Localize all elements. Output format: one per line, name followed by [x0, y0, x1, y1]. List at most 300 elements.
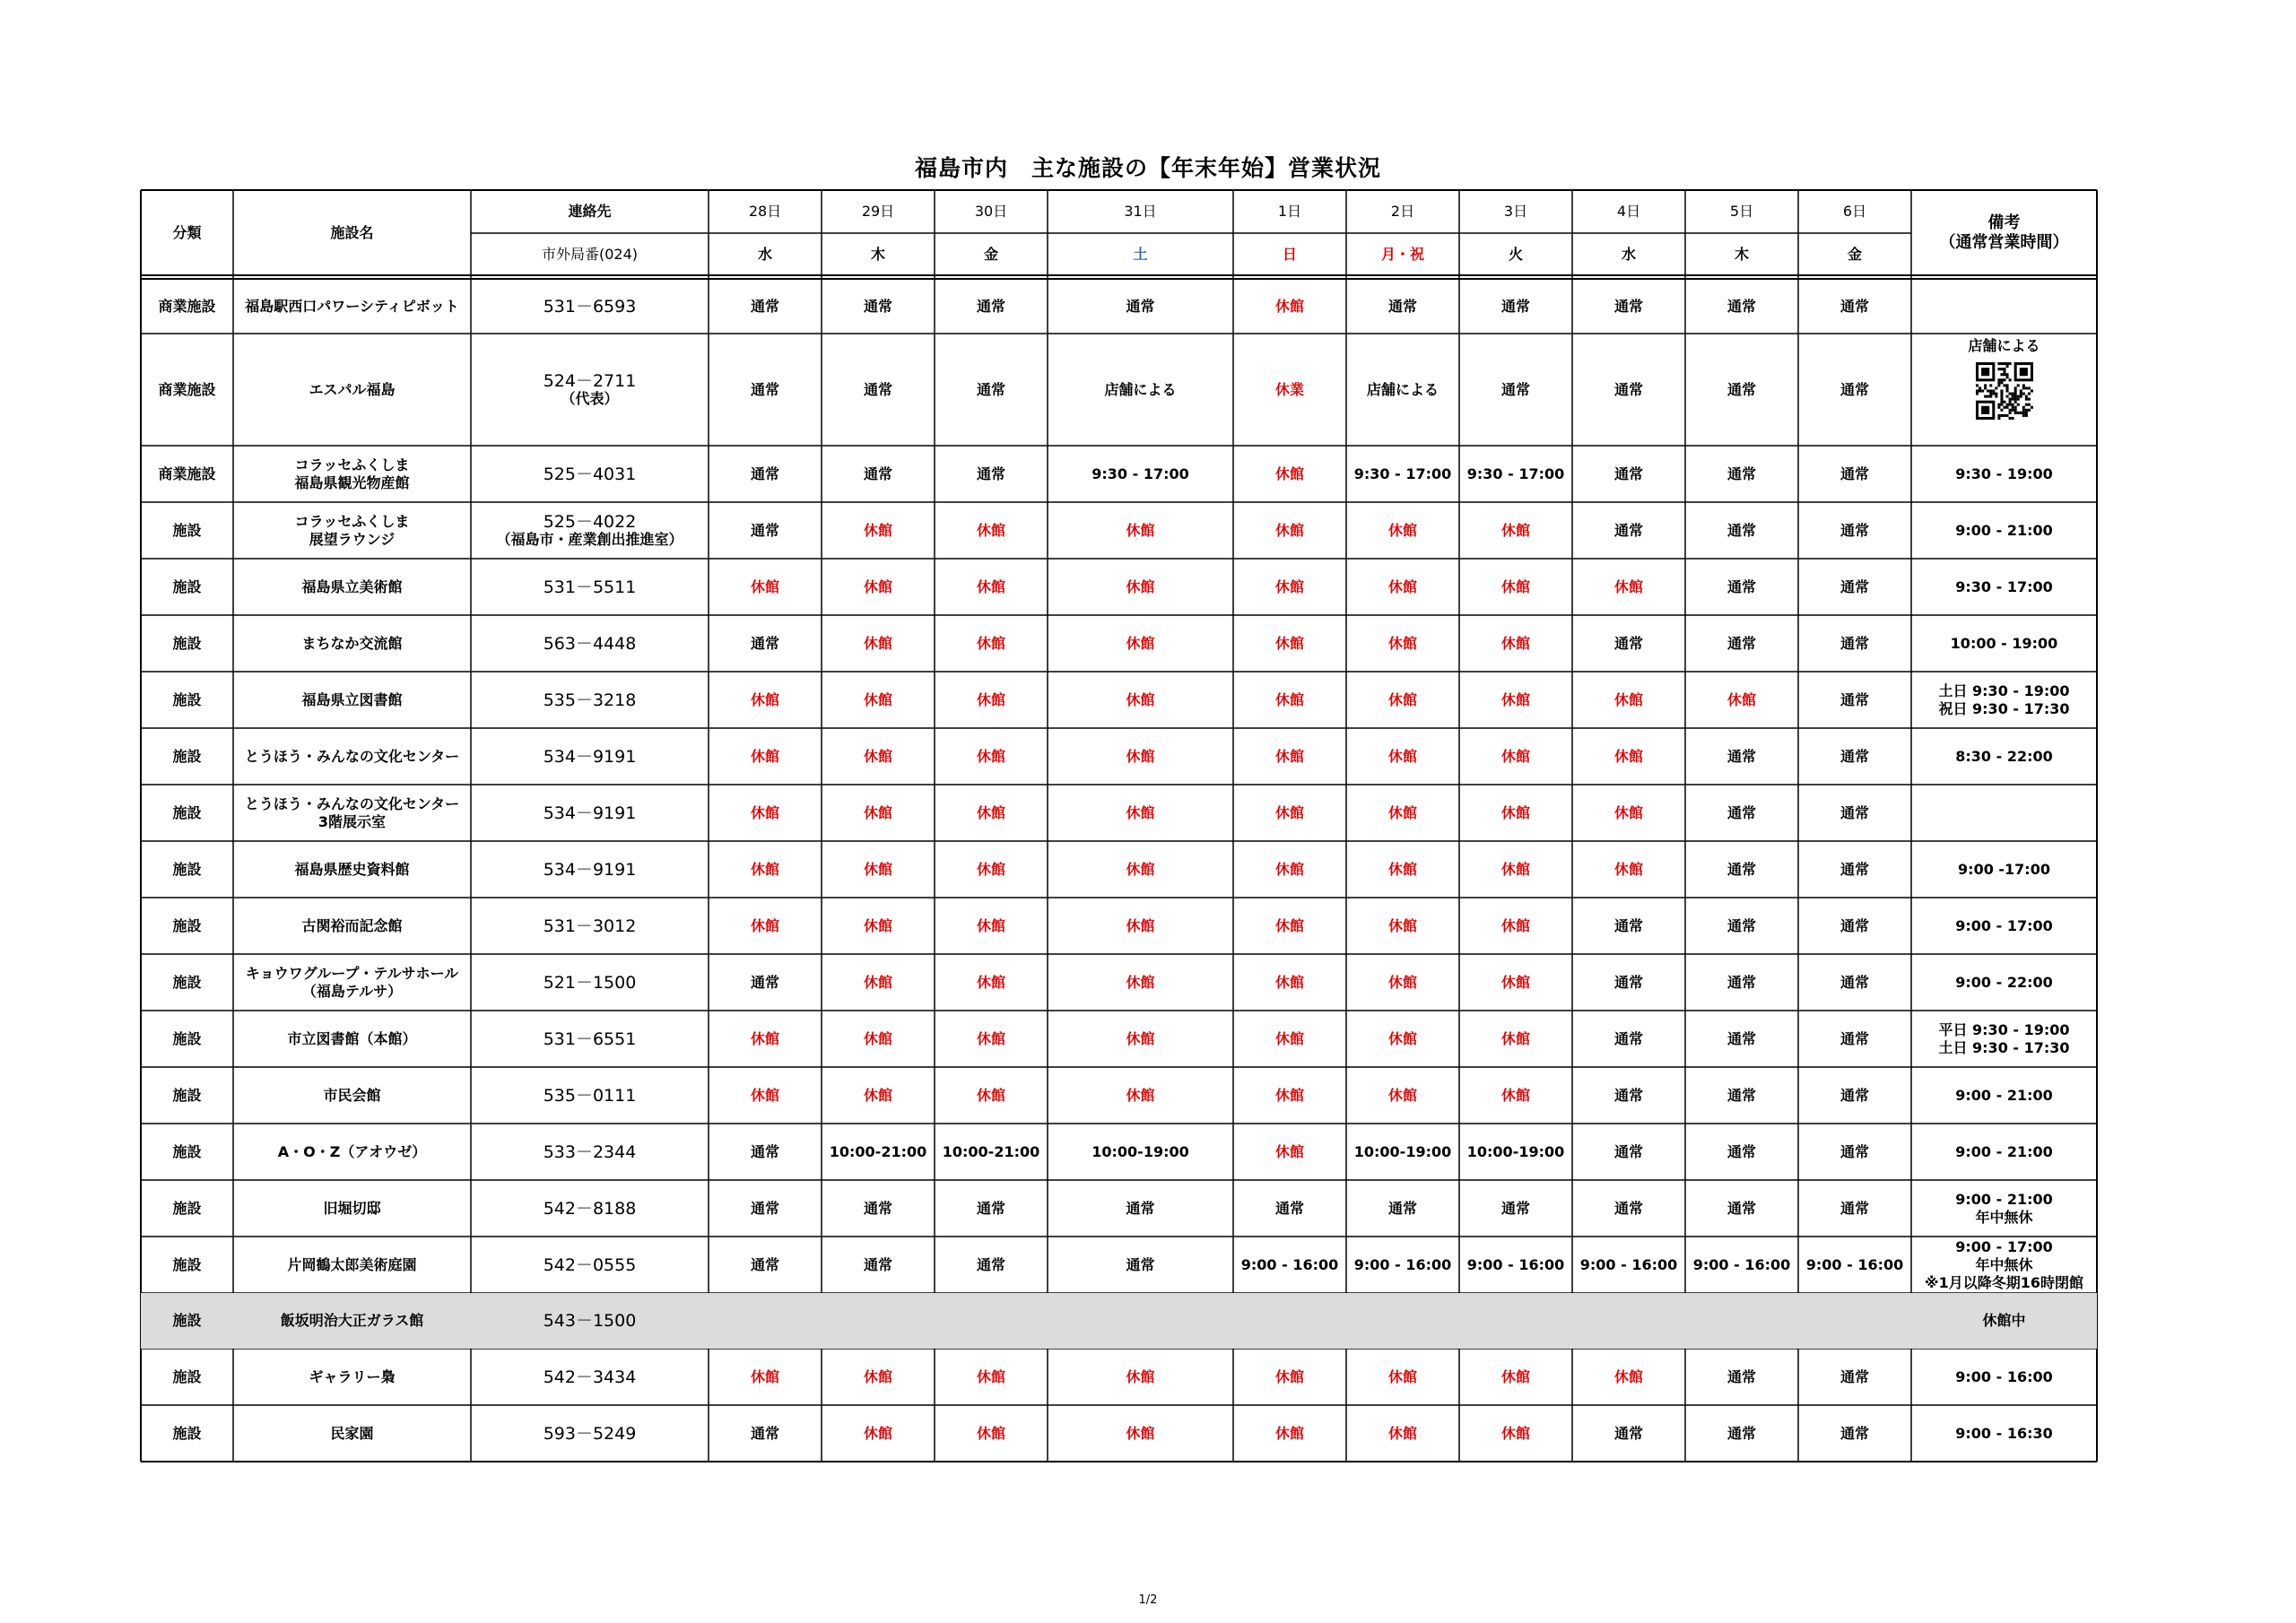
facility-name-text: まちなか交流館 [301, 634, 403, 652]
row-day-1 [709, 279, 822, 334]
facility-name-text: 福島県立図書館 [301, 690, 403, 708]
day-status: 休館 [863, 1424, 892, 1442]
day-status: 通常 [750, 297, 779, 315]
header-weekday-7 [1459, 233, 1572, 275]
row-day-3 [935, 502, 1048, 559]
category-text: 施設 [172, 1142, 202, 1160]
day-status: 通常 [1839, 690, 1869, 708]
day-status: 休館 [750, 803, 779, 821]
row-day-10 [1798, 446, 1911, 502]
row-day-7 [1459, 1180, 1572, 1237]
day-status: 店舗による [1366, 380, 1439, 398]
row-day-3 [935, 1067, 1048, 1124]
header-date-7 [1459, 190, 1572, 233]
row-day-9 [1685, 1180, 1798, 1237]
day-status: 休館 [863, 747, 892, 765]
day-status: 通常 [1613, 380, 1643, 398]
day-status: 休館 [1500, 690, 1530, 708]
row-day-3 [935, 1180, 1048, 1237]
row-day-6 [1346, 1405, 1459, 1462]
category-text: 施設 [172, 577, 202, 595]
row-day-4 [1048, 334, 1233, 446]
day-status: 休館 [1500, 521, 1530, 539]
category-text: 施設 [172, 1086, 202, 1104]
header-notes-label: 備考 [1987, 213, 2021, 232]
day-status: 休館 [863, 577, 892, 595]
notes-text: 10:00 - 19:00 [1950, 634, 2058, 652]
day-status: 休館 [1500, 916, 1530, 934]
header-date-5 [1233, 190, 1346, 233]
row-day-10 [1798, 559, 1911, 615]
header-date-label: 29日 [861, 203, 895, 220]
header-weekday-label: 水 [757, 245, 772, 263]
header-area-code [471, 233, 709, 275]
day-status: 通常 [1839, 973, 1869, 991]
row-day-6 [1346, 728, 1459, 785]
day-status: 9:00 - 16:00 [1466, 1255, 1565, 1273]
row-day-4 [1048, 1293, 1233, 1349]
row-day-6 [1346, 1011, 1459, 1067]
header-weekday-label: 金 [1847, 245, 1862, 263]
category-text: 商業施設 [158, 297, 216, 315]
day-status: 通常 [1839, 1199, 1869, 1217]
header-facility-label: 施設名 [330, 223, 374, 241]
day-status: 通常 [1839, 1424, 1869, 1442]
row-day-5 [1233, 1067, 1346, 1124]
row-facility-name [233, 785, 471, 841]
day-status: 通常 [1839, 1029, 1869, 1047]
row-category [141, 1180, 233, 1237]
row-day-10 [1798, 279, 1911, 334]
day-status: 休館 [1613, 577, 1643, 595]
day-status: 休館 [1726, 690, 1756, 708]
row-day-6 [1346, 1180, 1459, 1237]
row-day-2 [822, 728, 935, 785]
row-facility-name [233, 502, 471, 559]
row-category [141, 279, 233, 334]
row-day-7 [1459, 672, 1572, 728]
row-phone [471, 502, 709, 559]
row-day-2 [822, 1011, 935, 1067]
category-text: 商業施設 [158, 380, 216, 398]
header-date-label: 3日 [1503, 203, 1528, 220]
header-date-2 [822, 190, 935, 233]
row-day-7 [1459, 559, 1572, 615]
row-day-2 [822, 1180, 935, 1237]
row-day-2 [822, 672, 935, 728]
day-status: 休館 [1126, 860, 1155, 878]
notes-text: 9:00 - 17:00 [1955, 1237, 2053, 1255]
row-notes [1911, 1067, 2097, 1124]
row-category [141, 502, 233, 559]
row-day-8 [1572, 1237, 1685, 1293]
day-status: 通常 [863, 1199, 892, 1217]
category-text: 施設 [172, 1029, 202, 1047]
phone-text: 543－1500 [543, 1311, 637, 1331]
row-notes [1911, 502, 2097, 559]
row-day-8 [1572, 615, 1685, 672]
row-day-6 [1346, 334, 1459, 446]
header-weekday-label: 土 [1133, 245, 1148, 263]
row-day-8 [1572, 334, 1685, 446]
header-weekday-6 [1346, 233, 1459, 275]
day-status: 休館 [750, 1029, 779, 1047]
row-notes [1911, 1237, 2097, 1293]
row-day-7 [1459, 502, 1572, 559]
row-day-2 [822, 954, 935, 1011]
day-status: 休館 [1500, 1424, 1530, 1442]
day-status: 休館 [1387, 1086, 1417, 1104]
day-status: 休館 [1500, 973, 1530, 991]
day-status: 通常 [1726, 916, 1756, 934]
row-day-3 [935, 954, 1048, 1011]
day-status: 9:30 - 17:00 [1091, 464, 1189, 482]
row-day-5 [1233, 615, 1346, 672]
row-facility-name [233, 1349, 471, 1405]
day-status: 休館 [976, 690, 1005, 708]
day-status: 休館 [1500, 803, 1530, 821]
day-status: 休館 [1274, 690, 1304, 708]
row-category [141, 1011, 233, 1067]
row-category [141, 898, 233, 954]
row-notes [1911, 615, 2097, 672]
row-notes [1911, 1405, 2097, 1462]
row-day-5 [1233, 1349, 1346, 1405]
row-day-6 [1346, 1237, 1459, 1293]
day-status: 休館 [1274, 803, 1304, 821]
row-day-9 [1685, 728, 1798, 785]
row-category [141, 1293, 233, 1349]
row-notes [1911, 841, 2097, 898]
phone-text: 542－3434 [543, 1367, 637, 1387]
row-day-6 [1346, 841, 1459, 898]
header-date-10 [1798, 190, 1911, 233]
row-day-9 [1685, 279, 1798, 334]
row-day-7 [1459, 1124, 1572, 1180]
day-status: 休館 [863, 1367, 892, 1385]
row-day-7 [1459, 334, 1572, 446]
phone-text: 535－3218 [543, 690, 637, 710]
row-day-7 [1459, 1349, 1572, 1405]
row-day-1 [709, 898, 822, 954]
day-status: 休館 [1274, 860, 1304, 878]
row-category [141, 1124, 233, 1180]
day-status: 休館 [1274, 577, 1304, 595]
row-phone [471, 954, 709, 1011]
row-day-8 [1572, 1124, 1685, 1180]
phone-text: 525－4022 [543, 511, 637, 532]
header-date-8 [1572, 190, 1685, 233]
day-status: 休館 [1274, 1029, 1304, 1047]
day-status: 10:00-21:00 [829, 1142, 927, 1160]
facility-name-text: とうほう・みんなの文化センター [244, 747, 460, 765]
row-day-9 [1685, 502, 1798, 559]
phone-text: （福島市・産業創出推進室） [496, 530, 683, 548]
row-day-5 [1233, 502, 1346, 559]
header-weekday-label: 日 [1282, 245, 1297, 263]
day-status: 休館 [863, 1086, 892, 1104]
header-date-label: 31日 [1124, 203, 1157, 220]
day-status: 休館 [750, 916, 779, 934]
row-day-7 [1459, 728, 1572, 785]
day-status: 通常 [1839, 803, 1869, 821]
row-day-9 [1685, 1124, 1798, 1180]
day-status: 通常 [863, 1255, 892, 1273]
row-day-2 [822, 502, 935, 559]
row-phone [471, 1011, 709, 1067]
day-status: 休館 [1387, 1367, 1417, 1385]
row-day-10 [1798, 615, 1911, 672]
day-status: 休館 [863, 803, 892, 821]
row-day-9 [1685, 954, 1798, 1011]
category-text: 施設 [172, 803, 202, 821]
day-status: 9:30 - 17:00 [1466, 464, 1565, 482]
facility-name-text: 市民会館 [323, 1086, 381, 1104]
row-day-4 [1048, 841, 1233, 898]
row-day-10 [1798, 502, 1911, 559]
day-status: 通常 [750, 973, 779, 991]
day-status: 休館 [976, 1029, 1005, 1047]
day-status: 通常 [1613, 916, 1643, 934]
day-status: 休館 [976, 747, 1005, 765]
day-status: 通常 [863, 464, 892, 482]
phone-text: 542－0555 [543, 1254, 637, 1275]
day-status: 通常 [750, 1199, 779, 1217]
header-date-label: 5日 [1729, 203, 1754, 220]
row-day-7 [1459, 279, 1572, 334]
day-status: 通常 [1726, 1086, 1756, 1104]
phone-text: 563－4448 [543, 633, 637, 654]
row-day-8 [1572, 954, 1685, 1011]
day-status: 通常 [1839, 860, 1869, 878]
row-day-6 [1346, 615, 1459, 672]
day-status: 通常 [1839, 1142, 1869, 1160]
notes-text: 年中無休 [1975, 1255, 2033, 1273]
row-category [141, 1405, 233, 1462]
row-day-5 [1233, 728, 1346, 785]
row-facility-name [233, 279, 471, 334]
day-status: 休館 [1274, 1086, 1304, 1104]
row-day-8 [1572, 279, 1685, 334]
day-status: 休館 [1274, 747, 1304, 765]
row-day-9 [1685, 615, 1798, 672]
row-facility-name [233, 334, 471, 446]
row-day-4 [1048, 728, 1233, 785]
row-day-7 [1459, 1405, 1572, 1462]
row-day-5 [1233, 1405, 1346, 1462]
header-weekday-8 [1572, 233, 1685, 275]
row-day-6 [1346, 1293, 1459, 1349]
day-status: 9:00 - 16:00 [1805, 1255, 1904, 1273]
row-day-5 [1233, 279, 1346, 334]
day-status: 通常 [1613, 297, 1643, 315]
day-status: 休館 [1126, 1086, 1155, 1104]
phone-text: 593－5249 [543, 1423, 637, 1444]
facility-name-text: 3階展示室 [317, 812, 387, 830]
day-status: 通常 [1726, 1142, 1756, 1160]
row-day-3 [935, 446, 1048, 502]
notes-text: ※1月以降冬期16時閉館 [1925, 1273, 2083, 1291]
facility-name-text: ギャラリー梟 [309, 1367, 396, 1385]
row-day-5 [1233, 1293, 1346, 1349]
row-day-10 [1798, 1349, 1911, 1405]
row-phone [471, 615, 709, 672]
day-status: 通常 [750, 634, 779, 652]
category-text: 施設 [172, 916, 202, 934]
row-notes [1911, 1349, 2097, 1405]
day-status: 10:00-19:00 [1091, 1142, 1189, 1160]
day-status: 休館 [1274, 1424, 1304, 1442]
day-status: 通常 [1726, 1199, 1756, 1217]
day-status: 休館 [863, 1029, 892, 1047]
day-status: 休館 [1126, 747, 1155, 765]
day-status: 休館 [1274, 297, 1304, 315]
row-day-7 [1459, 1237, 1572, 1293]
row-category [141, 615, 233, 672]
day-status: 休館 [1126, 1424, 1155, 1442]
category-text: 施設 [172, 1255, 202, 1273]
row-day-4 [1048, 1124, 1233, 1180]
day-status: 通常 [1839, 916, 1869, 934]
header-weekday-10 [1798, 233, 1911, 275]
category-text: 施設 [172, 521, 202, 539]
row-facility-name [233, 1011, 471, 1067]
day-status: 休館 [1500, 1029, 1530, 1047]
facility-name-text: 旧堀切邸 [323, 1199, 381, 1217]
day-status: 通常 [976, 380, 1005, 398]
row-day-4 [1048, 898, 1233, 954]
day-status: 休館 [750, 690, 779, 708]
day-status: 休館 [976, 1367, 1005, 1385]
header-weekday-1 [709, 233, 822, 275]
day-status: 10:00-19:00 [1353, 1142, 1452, 1160]
row-day-8 [1572, 898, 1685, 954]
row-day-10 [1798, 898, 1911, 954]
row-day-6 [1346, 1349, 1459, 1405]
day-status: 休館 [976, 577, 1005, 595]
day-status: 通常 [1613, 521, 1643, 539]
row-day-9 [1685, 672, 1798, 728]
day-status: 通常 [750, 1424, 779, 1442]
day-status: 休館 [1387, 803, 1417, 821]
day-status: 休館 [1387, 690, 1417, 708]
row-day-4 [1048, 672, 1233, 728]
row-phone [471, 1349, 709, 1405]
row-day-9 [1685, 446, 1798, 502]
row-day-6 [1346, 954, 1459, 1011]
facility-name-text: 古関裕而記念館 [301, 916, 403, 934]
day-status: 休館 [976, 521, 1005, 539]
phone-text: 542－8188 [543, 1198, 637, 1219]
row-day-9 [1685, 1067, 1798, 1124]
row-facility-name [233, 841, 471, 898]
row-day-10 [1798, 1293, 1911, 1349]
row-day-3 [935, 1349, 1048, 1405]
row-notes [1911, 1011, 2097, 1067]
day-status: 通常 [1500, 380, 1530, 398]
row-phone [471, 1124, 709, 1180]
day-status: 通常 [750, 521, 779, 539]
day-status: 休館 [1387, 860, 1417, 878]
facility-name-text: 片岡鶴太郎美術庭園 [287, 1255, 417, 1273]
row-day-1 [709, 334, 822, 446]
row-notes [1911, 954, 2097, 1011]
day-status: 休館 [863, 860, 892, 878]
day-status: 通常 [1839, 297, 1869, 315]
header-weekday-label: 火 [1508, 245, 1523, 263]
facility-name-text: 福島県歴史資料館 [294, 860, 410, 878]
row-day-5 [1233, 898, 1346, 954]
facility-name-text: 福島駅西口パワーシティピボット [245, 297, 459, 315]
day-status: 通常 [750, 380, 779, 398]
day-status: 通常 [1839, 1086, 1869, 1104]
row-facility-name [233, 1405, 471, 1462]
row-day-9 [1685, 898, 1798, 954]
row-day-10 [1798, 954, 1911, 1011]
row-day-3 [935, 672, 1048, 728]
row-day-2 [822, 1349, 935, 1405]
row-phone [471, 1067, 709, 1124]
notes-text: 土日 9:30 - 17:30 [1938, 1038, 2070, 1056]
row-category [141, 1067, 233, 1124]
row-day-10 [1798, 785, 1911, 841]
row-day-9 [1685, 1237, 1798, 1293]
day-status: 通常 [976, 1255, 1005, 1273]
day-status: 休館 [1500, 1367, 1530, 1385]
row-day-6 [1346, 898, 1459, 954]
row-day-3 [935, 1237, 1048, 1293]
day-status: 通常 [1726, 860, 1756, 878]
row-day-8 [1572, 502, 1685, 559]
row-day-6 [1346, 672, 1459, 728]
row-day-2 [822, 446, 935, 502]
day-status: 通常 [976, 464, 1005, 482]
notes-text: 平日 9:30 - 19:00 [1938, 1020, 2070, 1038]
row-day-4 [1048, 502, 1233, 559]
facility-name-text: 福島県立美術館 [301, 577, 403, 595]
day-status: 休館 [1274, 464, 1304, 482]
row-phone [471, 279, 709, 334]
row-day-1 [709, 841, 822, 898]
row-notes [1911, 559, 2097, 615]
row-day-8 [1572, 1349, 1685, 1405]
day-status: 休館 [1126, 521, 1155, 539]
row-day-5 [1233, 785, 1346, 841]
row-day-4 [1048, 1180, 1233, 1237]
row-phone [471, 841, 709, 898]
day-status: 通常 [1839, 380, 1869, 398]
row-facility-name [233, 898, 471, 954]
row-day-5 [1233, 1011, 1346, 1067]
header-date-label: 6日 [1842, 203, 1867, 220]
row-day-4 [1048, 785, 1233, 841]
day-status: 9:00 - 16:00 [1240, 1255, 1339, 1273]
day-status: 通常 [863, 380, 892, 398]
row-day-10 [1798, 1011, 1911, 1067]
header-date-4 [1048, 190, 1233, 233]
row-day-7 [1459, 1293, 1572, 1349]
notes-text: 9:00 - 16:30 [1955, 1424, 2053, 1442]
row-day-3 [935, 1405, 1048, 1462]
row-day-3 [935, 728, 1048, 785]
row-day-5 [1233, 1237, 1346, 1293]
header-category [141, 190, 233, 275]
day-status: 休館 [1387, 916, 1417, 934]
row-day-1 [709, 1067, 822, 1124]
facility-name-text: （福島テルサ） [301, 982, 403, 1000]
row-phone [471, 898, 709, 954]
row-day-2 [822, 334, 935, 446]
